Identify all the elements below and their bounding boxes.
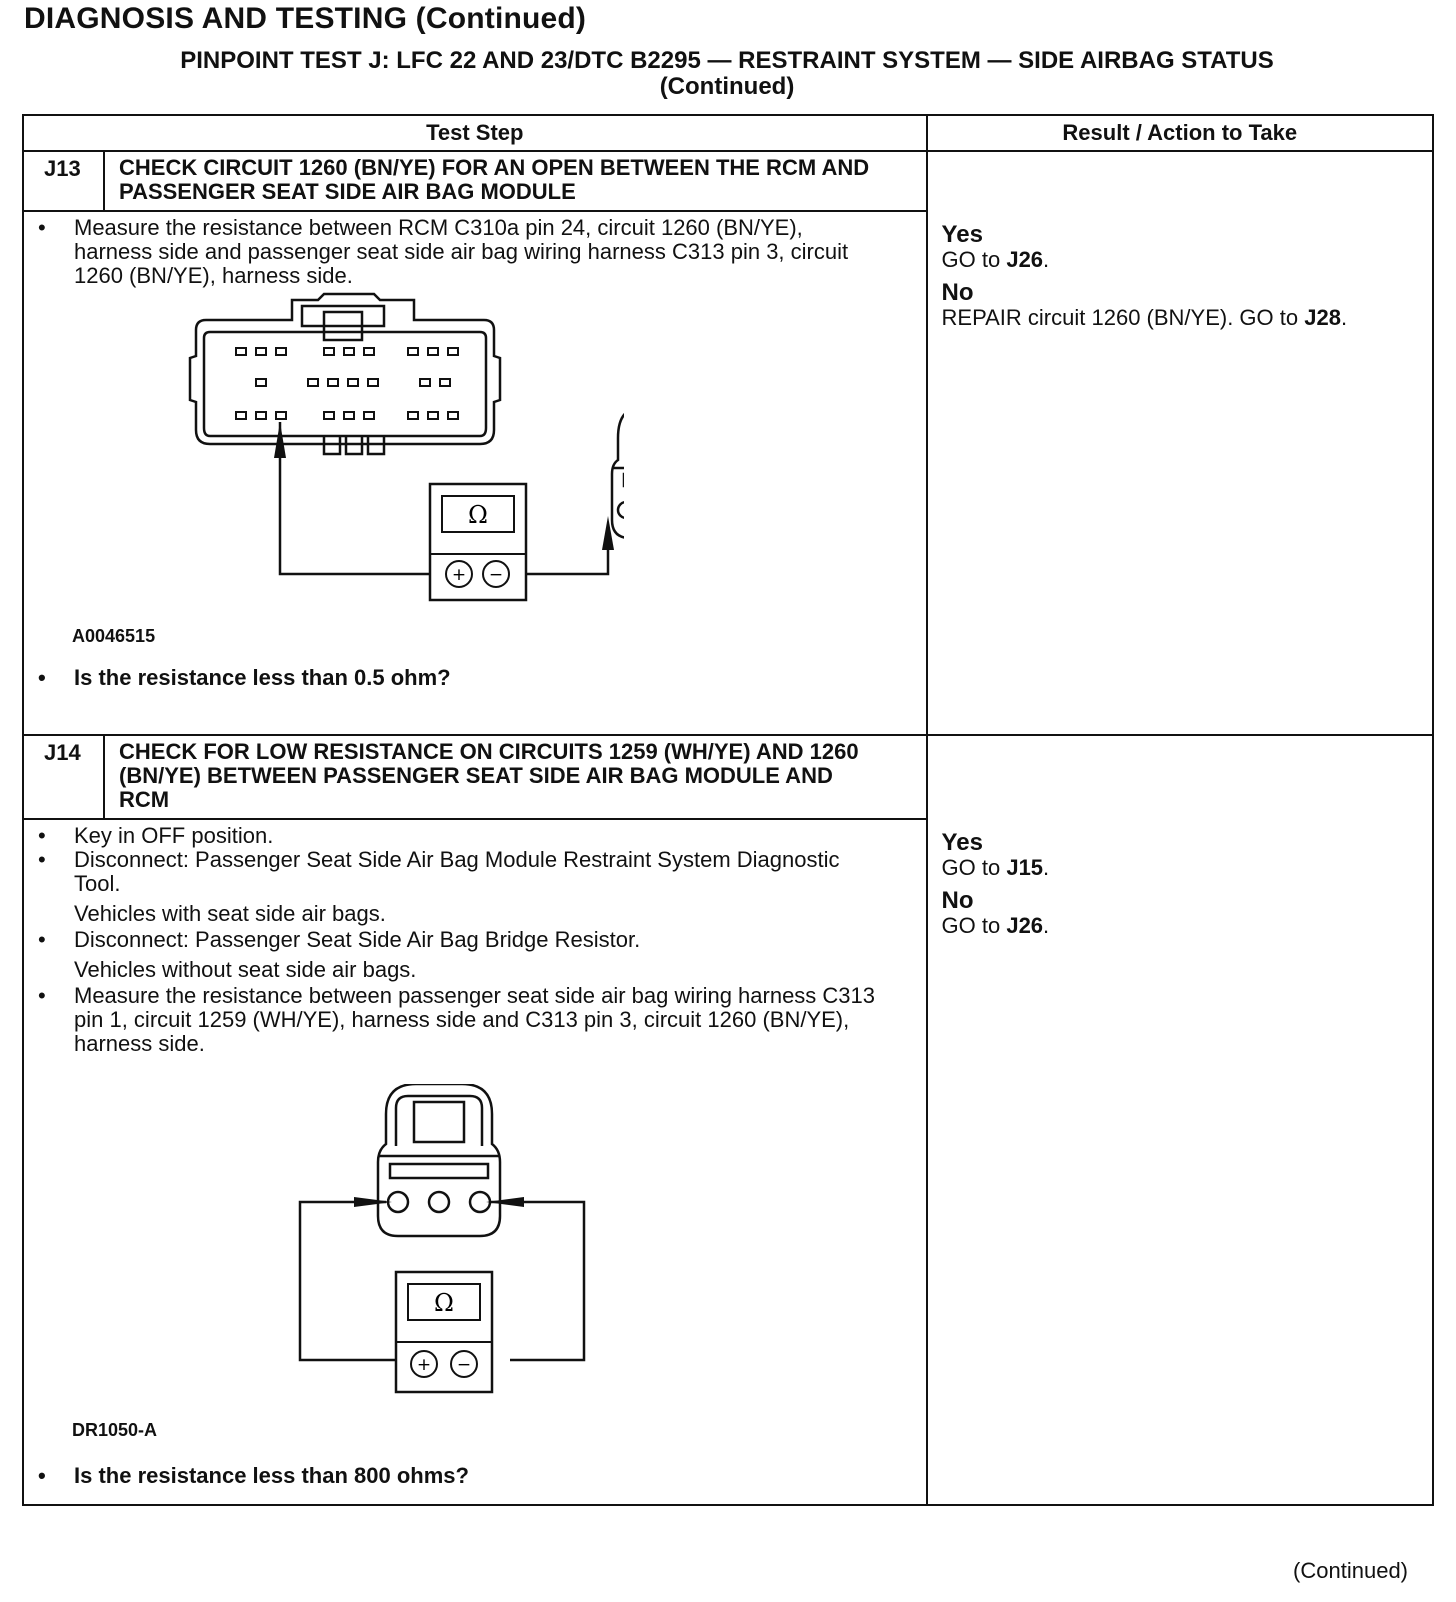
probe-tip-icon — [274, 422, 286, 458]
step-title: CHECK FOR LOW RESISTANCE ON CIRCUITS 1259 (WH/YE) AND 1260 (BN/YE) BETWEEN PASSENGER SEAT SIDE AIR BAG MODULE AND RCM — [104, 735, 927, 819]
table-header-row — [23, 115, 1433, 151]
wiring-diagram-rcm-to-c313 — [24, 288, 926, 648]
pinpoint-test-table — [22, 114, 1434, 1506]
ohm-symbol: Ω — [468, 501, 488, 529]
step-j13-header-row — [23, 151, 1433, 211]
result-yes-label: Yes — [941, 829, 983, 856]
wiring-diagram-c313-pins — [24, 1084, 926, 1442]
step-j13-body — [23, 211, 927, 735]
result-no-action: REPAIR circuit 1260 (BN/YE). GO to J28. — [941, 305, 1348, 330]
step-instruction: • Disconnect: Passenger Seat Side Air Bag Module Restraint System Diagnostic Tool. — [24, 848, 886, 896]
result-yes-target: J15 — [1006, 855, 1044, 880]
result-yes-label: Yes — [941, 221, 983, 248]
test-title-line2: (Continued) — [659, 73, 795, 100]
col-header-result: Result / Action to Take — [927, 115, 1433, 151]
plus-terminal-label: + — [416, 1355, 432, 1375]
step-instruction: • Measure the resistance between RCM C310a pin 24, circuit 1260 (BN/YE), harness side and passenger seat side air bag wiring harness C313 pin 3, circuit 1260 (BN/YE), harness side. — [24, 216, 926, 288]
result-no-target: J28 — [1304, 305, 1341, 330]
step-j14-result — [927, 735, 1433, 1505]
result-no-action: GO to J26. — [941, 913, 1050, 938]
step-note: Vehicles without seat side air bags. — [74, 957, 417, 982]
col-header-test-step: Test Step — [23, 115, 927, 151]
step-instruction: • Measure the resistance between passenger seat side air bag wiring harness C313 pin 1, circuit 1259 (WH/YE), harness side and C313 pin 3, circuit 1260 (BN/YE), harness side. — [24, 984, 886, 1056]
rcm-connector-icon — [190, 294, 500, 454]
result-no-label: No — [941, 887, 974, 914]
ohmmeter-icon — [430, 484, 526, 600]
step-j14-body — [23, 819, 927, 1505]
step-note: Vehicles with seat side air bags. — [74, 901, 386, 926]
step-j14-header-row — [23, 735, 1433, 819]
step-question: • Is the resistance less than 0.5 ohm? — [24, 666, 926, 690]
result-no-target: J26 — [1006, 913, 1044, 938]
ohm-symbol: Ω — [434, 1289, 454, 1317]
diagram-svg — [24, 288, 624, 618]
ohmmeter-icon — [396, 1272, 492, 1392]
step-id: J13 — [23, 151, 104, 211]
step-instruction: • Key in OFF position. — [24, 824, 886, 848]
minus-terminal-label: − — [456, 1355, 472, 1375]
test-title-line1: PINPOINT TEST J: LFC 22 AND 23/DTC B2295 — RESTRAINT SYSTEM — SIDE AIRBAG STATUS — [180, 47, 1274, 74]
probe-tip-icon — [486, 1197, 524, 1207]
plus-terminal-label: + — [451, 565, 467, 585]
continued-footer: (Continued) — [1293, 1558, 1408, 1583]
result-yes-target: J26 — [1006, 247, 1044, 272]
diagram-svg — [24, 1084, 624, 1414]
step-title: CHECK CIRCUIT 1260 (BN/YE) FOR AN OPEN BETWEEN THE RCM AND PASSENGER SEAT SIDE AIR BAG MODULE — [104, 151, 927, 211]
step-question: • Is the resistance less than 800 ohms? — [24, 1464, 926, 1488]
c313-connector-icon — [612, 408, 624, 538]
result-yes-action: GO to J15. — [941, 855, 1050, 880]
rcm-pin-cavities — [236, 348, 458, 419]
pinpoint-test-title — [22, 48, 1432, 100]
probe-tip-icon — [354, 1197, 392, 1207]
step-instruction: • Disconnect: Passenger Seat Side Air Bag Bridge Resistor. — [24, 928, 886, 952]
page-heading: DIAGNOSIS AND TESTING (Continued) — [24, 2, 587, 35]
minus-terminal-label: − — [488, 565, 504, 585]
figure-id: A0046515 — [72, 626, 156, 646]
result-no-label: No — [941, 279, 974, 306]
c313-connector-icon — [378, 1084, 500, 1236]
result-yes-action: GO to J26. — [941, 247, 1050, 272]
step-id: J14 — [23, 735, 104, 819]
step-j13-result — [927, 151, 1433, 735]
figure-id: DR1050-A — [72, 1420, 158, 1440]
